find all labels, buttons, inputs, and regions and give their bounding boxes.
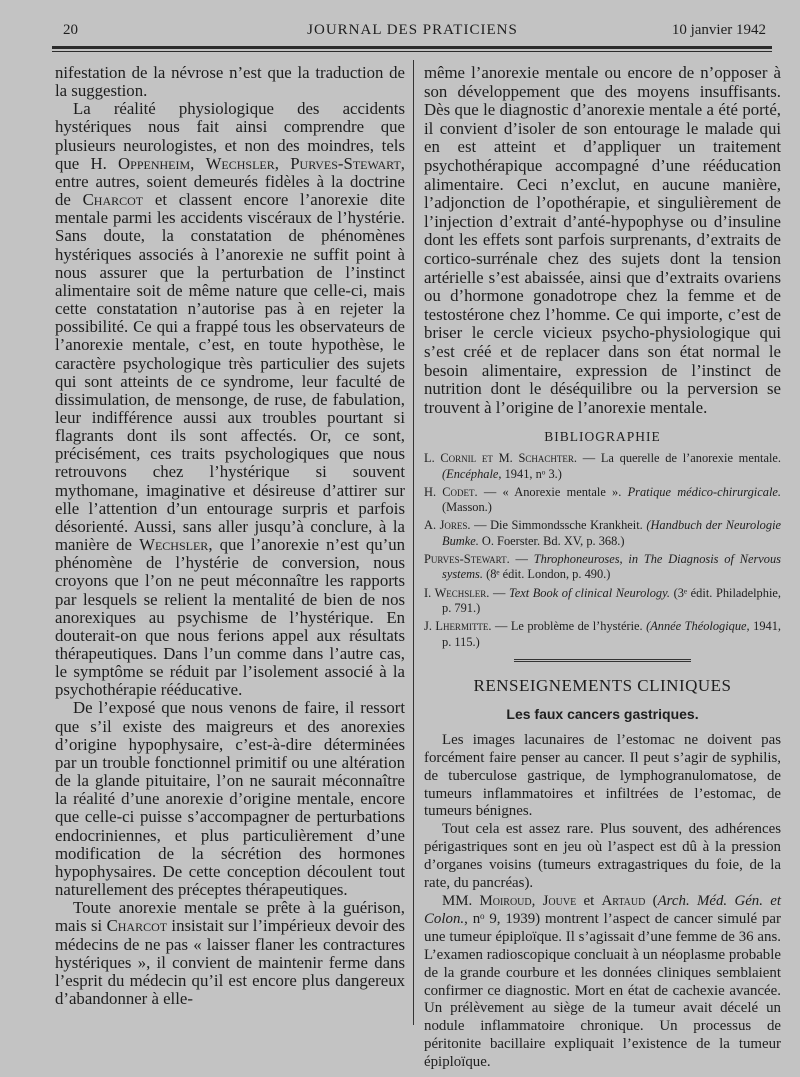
author-name: Oppenheim [118,153,191,173]
column-divider [413,60,414,1025]
bibliography-entry: I. Wechsler. — Text Book of clinical Neurology. (3ᵉ édit. Philadelphie, p. 791.) [424,585,781,615]
bibliography-list [424,451,781,650]
paragraph: La réalité physiologique des accidents hystériques nous fait ainsi comprendre que plusieurs neurologistes, et non des moindres, tels que H. Oppenheim, Wechsler, Purves-Stewart, entre autres, soient demeurés fidèles à la doctrine de Charcot et classent encore l’anorexie dite mentale parmi les accidents viscéraux de l’hystérie. Sans doute, la constatation de phénomènes hystériques associés à l’anorexie ne suffit point à nous assurer que la perturbation de l’instinct alimentaire soit de même nature que celle-ci, mais cette constatation n’autorise pas à en rejeter la possibilité. Ce qui a frappé tous les observateurs de l’anorexie mentale, c’est, en toute hypothèse, le caractère psychologique très particulier des sujets qui sont atteints de ce syndrome, leur faculté de dissimulation, de mensonge, de ruse, de fabulation, leur indifférence aussi aux troubles pourtant si flagrants dont ils sont affectés. Or, ce sont, précisément, ces traits psychologiques que nous retrouvons chez l’hystérique si souvent mythomane, imaginative et désireuse d’attirer sur elle l’attention d’un entourage surpris et parfois désorienté. Aussi, sans aller jusqu’à conclure, à la manière de Wechsler, que l’anorexie n’est qu’un phénomène de l’hystérie de conversion, nous croyons que l’on ne peut méconnaître les rapports par lesquels se relient la mentalité de bien de nos anorexiques au psychisme de l’hystérique. En douterait-on que nous ferions appel aux résultats thérapeutiques. Dans l’un comme dans l’autre cas, le symptôme se réduit par l’isolement associé à la psychothérapie rééducative. [55,99,405,700]
author-name: Purves-Stewart [290,153,401,173]
bibliography-entry: Purves-Stewart. — Throphoneuroses, in The Diagnosis of Nervous systems. (8ᵉ édit. London, p. 490.) [424,552,781,582]
right-column [424,64,781,1072]
bibliography-entry: J. Lhermitte. — Le problème de l’hystérie. (Année Théologique, 1941, p. 115.) [424,619,782,649]
paragraph: Les images lacunaires de l’estomac ne doivent pas forcément faire penser au cancer. Il peut s’agir de syphilis, de tuberculose gastrique, de lymphogranulomatose, de tumeurs inflammatoires et infiltrées de l’estomac, de tumeurs bénignes. [424,731,781,820]
author-name: Charcot [106,916,168,936]
paragraph: même l’anorexie mentale ou encore de n’opposer à son développement que des moyens insuffisants. Dès que le diagnostic d’anorexie mentale a été porté, il convient d’isoler de son entourage le malade qui en est atteint et d’appliquer un traitement psychothérapique accompagné d’une rééducation alimentaire. Ceci n’exclut, en aucune manière, l’adjonction de l’opothérapie, et singulièrement de l’injection d’extrait d’anté-hypophyse ou d’insuline dont les effets sont parfois surprenants, d’extraits de cortico-surrénale chez des sujets dont la tension artérielle s’est abaissée, ainsi que d’extraits ovariens ou d’hormone gonadotrope chez la femme et de testostérone chez l’homme. Ce qui importe, c’est de briser le cercle vicieux psycho-physiologique qui s’est créé et de replacer dans son état normal le besoin alimentaire, expression de l’instinct de nutrition dont le déséquilibre ou la perversion se trouvent à l’origine de l’anorexie mentale. [424,63,781,417]
journal-title: JOURNAL DES PRATICIENS [307,22,518,38]
section-title: RENSEIGNEMENTS CLINIQUES [473,675,732,695]
paragraph: Toute anorexie mentale se prête à la guérison, mais si Charcot insistait sur l’impérieux devoir des médecins de ne pas « laisser flaner les contractures hystériques », il convient de maintenir ferme dans l’esprit du médecin qu’il est encore plus dangereux d’abandonner à elle- [55,898,405,1008]
paragraph: De l’exposé que nous venons de faire, il ressort que s’il existe des maigreurs et des anorexies d’origine hypophysaire, c’est-à-dire déterminées par un trouble fonctionnel primitif ou une altération de la glande pituitaire, l’on ne saurait méconnaître la réalité d’une anorexie d’origine mentale, encore que celle-ci puisse s’accompagner de perturbations endocriniennes, et plus particulièrement d’une modification de la sécrétion des hormones hypophysaires. De cette conception découlent tout naturellement des préceptes thérapeutiques. [55,698,405,900]
bibliography-title: BIBLIOGRAPHIE [544,429,661,445]
page-number: 20 [63,22,78,38]
author-name: Artaud [601,893,646,909]
section-separator [514,659,691,662]
article-title: Les faux cancers gastriques. [506,705,699,722]
bibliography-entry: L. Cornil et M. Schachter. — La querelle de l’anorexie mentale. (Encéphale, 1941, nᵒ 3.) [424,451,781,481]
paragraph: nifestation de la névrose n’est que la traduction de la suggestion. [55,63,405,101]
left-column [55,64,405,1008]
bibliography-entry: H. Codet. — « Anorexie mentale ». Pratique médico-chirurgicale. (Masson.) [424,484,781,515]
paragraph: Tout cela est assez rare. Plus souvent, des adhérences périgastriques sont en jeu où l’aspect est dû à la pression d’organes voisins (tumeurs extragastriques du foie, de la rate, du pancréas). [424,821,781,892]
header-rule [52,46,772,52]
author-name: Moiroud, Jouve [479,893,577,909]
author-name: Wechsler [139,535,209,555]
paragraph: MM. Moiroud, Jouve et Artaud (Arch. Méd. Gén. et Colon., nᵒ 9, 1939) montrent l’aspect de cancer simulé par une tumeur épiploïque. Il s’agissait d’une femme de 36 ans. L’examen radioscopique concluait à un néoplasme probable de la grande courbure et les données cliniques semblaient confirmer ce diagnostic. Mort en état de cachexie avancée. Un prélèvement au siège de la tumeur avait décelé un nodule inflammatoire chronique. Un processus de péritonite bacillaire expliquait l’existence de la tumeur épiploïque. [424,893,782,1071]
author-name: Wechsler [205,153,275,173]
page-header [55,22,770,44]
author-name: Charcot [82,190,144,210]
bibliography-entry: A. Jores. — Die Simmondssche Krankheit. (Handbuch der Neurologie Bumke. O. Foerster. Bd. XV, p. 368.) [424,518,782,548]
issue-date: 10 janvier 1942 [671,22,766,38]
